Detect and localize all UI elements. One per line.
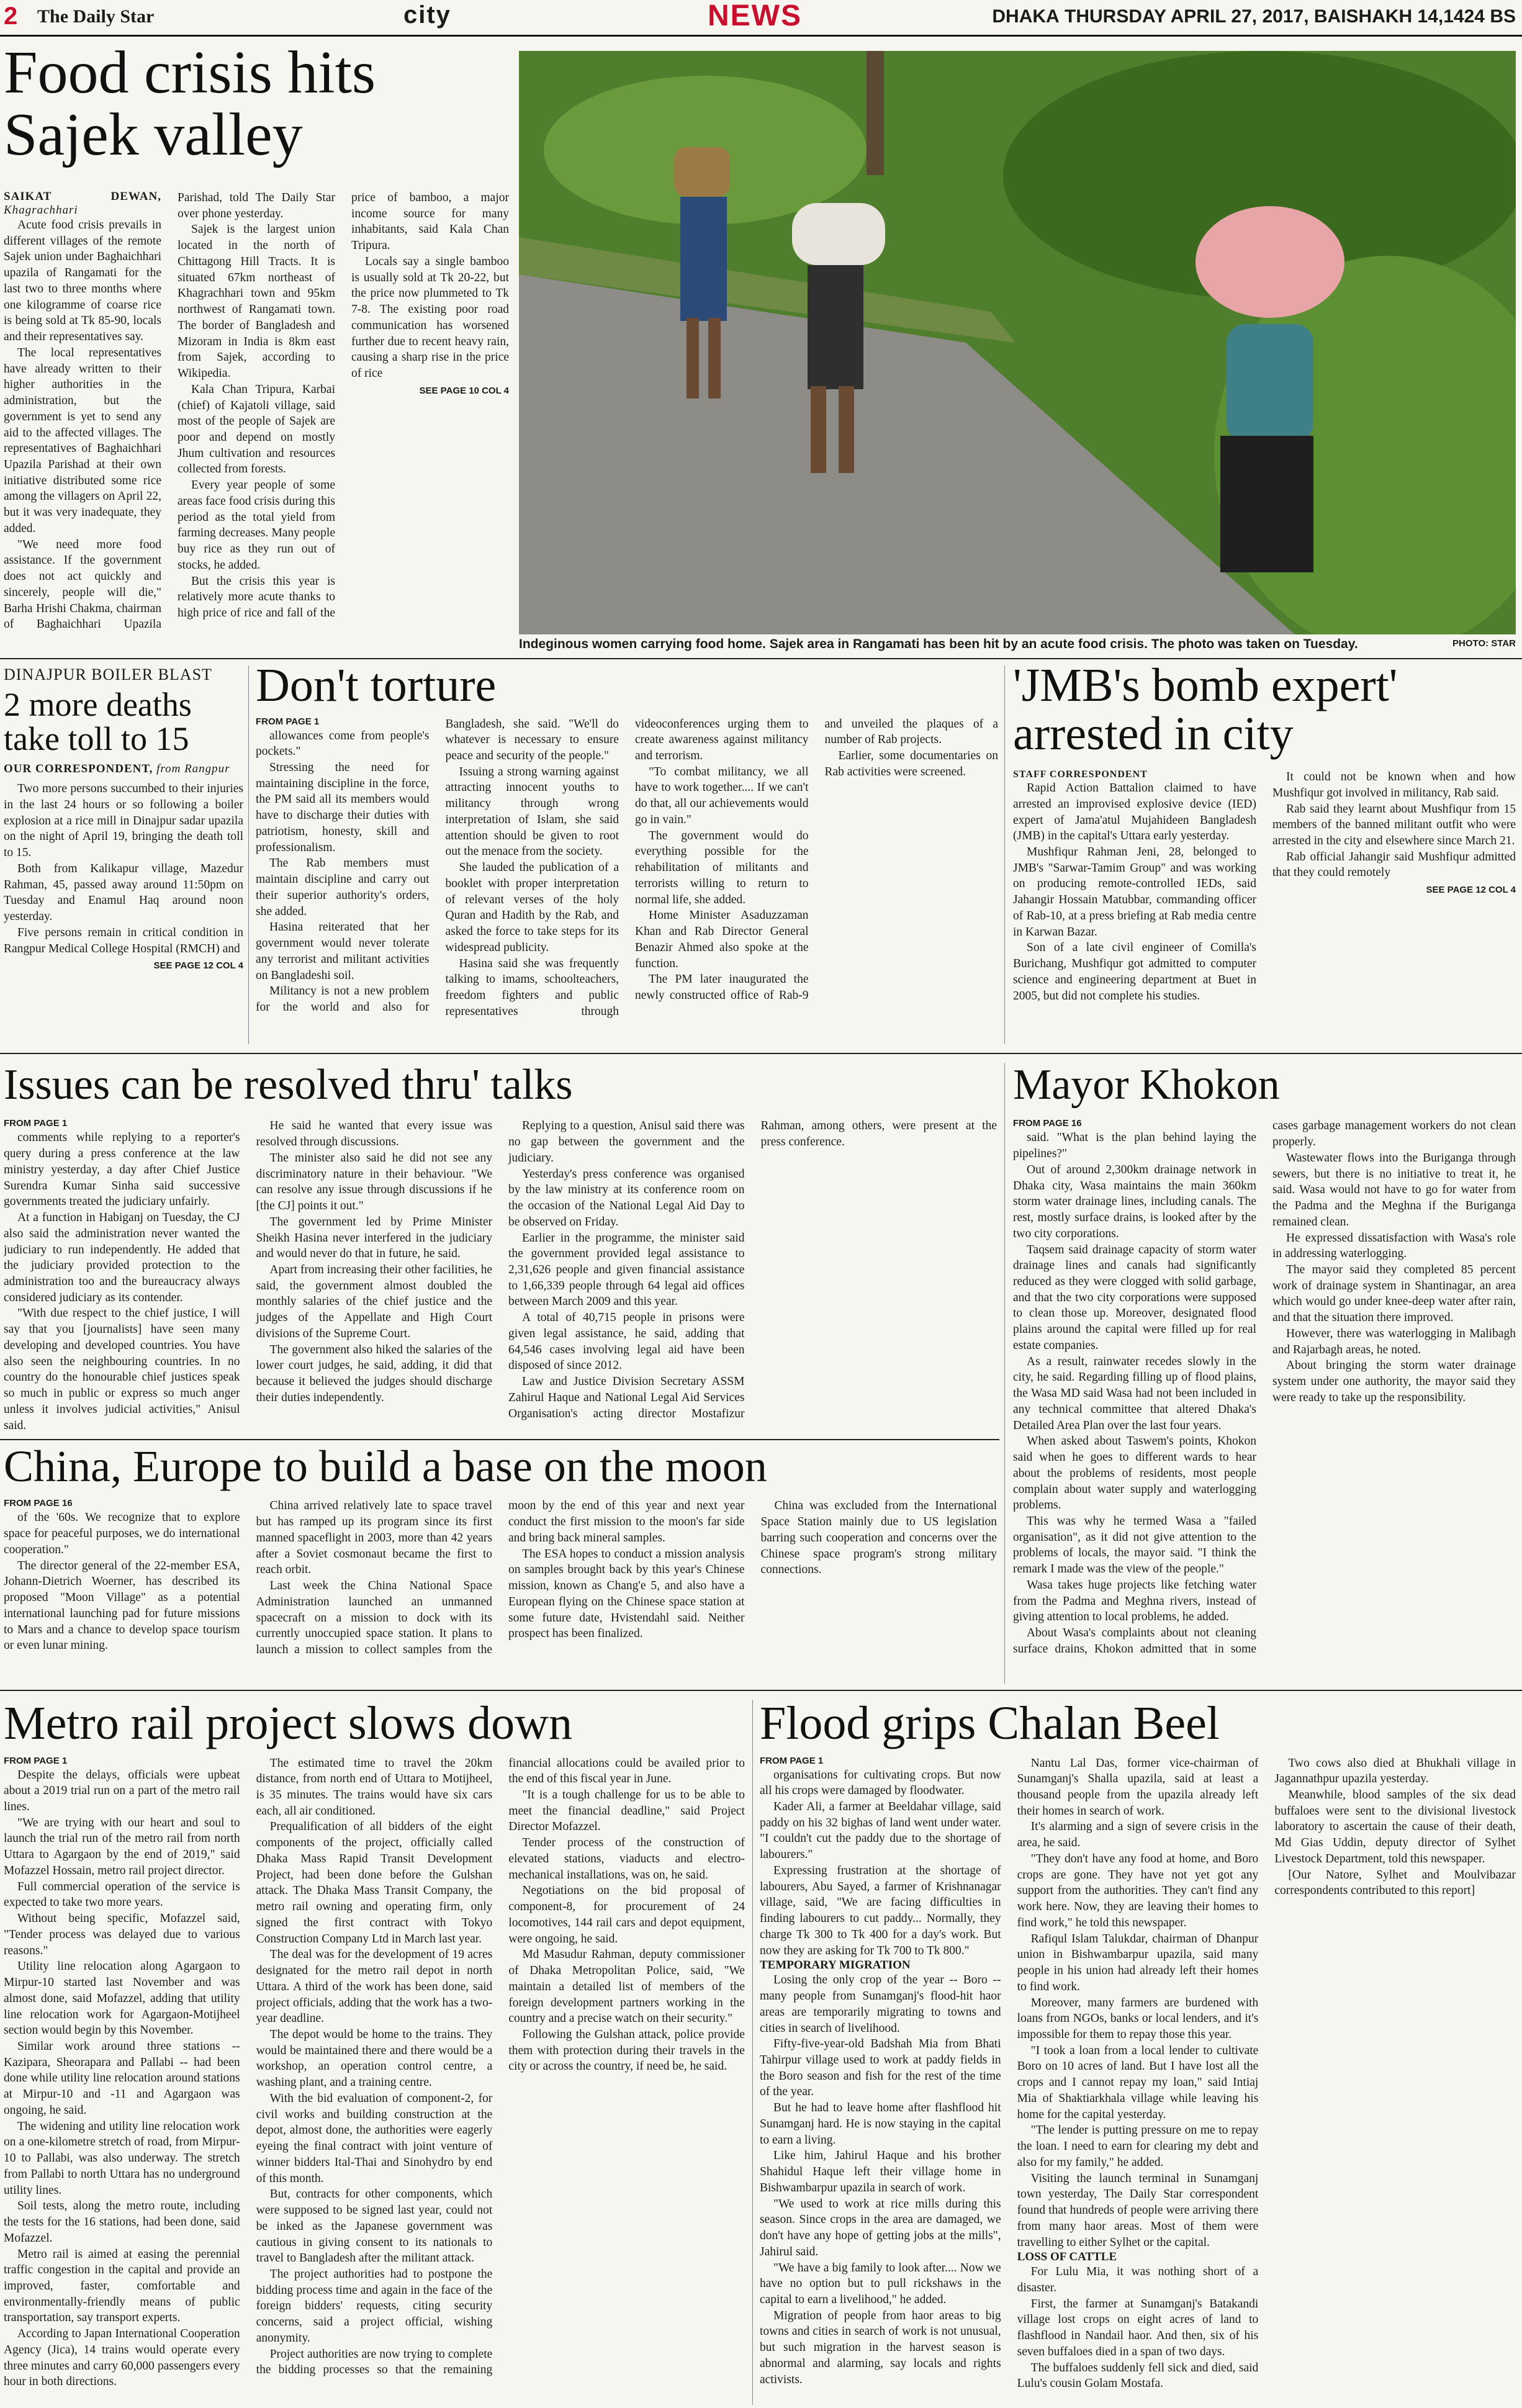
paragraph: First, the farmer at Sunamganj's Batakandi village lost crops on eight acres of land to flashflood in Nandail haor. And then, six of his seven buffaloes died in a span of two days.	[1017, 2297, 1259, 2358]
paragraph: The government also hiked the salaries of the lower court judges, he said, adding, it did that because it believed the judges should discharge their duties independently.	[256, 1343, 492, 1404]
paragraph: The Rab members must maintain discipline and carry out their superior authority's orders, she added.	[256, 857, 430, 918]
paragraph: Both from Kalikapur village, Mazedur Rahman, 45, passed away around 11:50pm on Tuesday and Enamul Haq around noon yesterday.	[4, 862, 243, 924]
paragraph: Moreover, many farmers are burdened with loans from NGOs, banks or local lenders, and it's impossible for them to repay those this year.	[1017, 1996, 1259, 2041]
lead-headline: Food crisis hits Sajek valley	[4, 42, 376, 168]
paragraph: Kader Ali, a farmer at Beeldahar village, said paddy on his 32 bighas of land went under water. "I couldn't cut the paddy due to the shortage of labourers."	[760, 1800, 1001, 1862]
paragraph: Sajek is the largest union located in the north of Chittagong Hill Tracts. It is situated 67km northeast of Khagrachhari town and 95km northwest of Rangamati town. The border of Bangladesh and Mizoram in India is 8km east from Sajek, according to Wikipedia.	[178, 223, 335, 381]
flood-subhead-cattle: LOSS OF CATTLE	[1017, 2250, 1117, 2264]
paragraph: Like him, Jahirul Haque and his brother Shahidul Haque left their village home in Bishwambarpur upazila in search of work.	[760, 2149, 1001, 2194]
paragraph: Visiting the launch terminal in Sunamganj town yesterday, The Daily Star correspondent found that hundreds of people were arriving there from many haor areas. Most of them were travelling to either Sylhet or the capital.	[1017, 2171, 1259, 2249]
paragraph: Apart from increasing their other facilities, he said, the government almost doubled the monthly salaries of the chief justice and the judges of the Appellate and High Court divisions of the Supreme Court.	[256, 1263, 492, 1340]
paragraph: "With due respect to the chief justice, I will say that you [journalists] have seen many developing and developed countries. You have also seen the neighbouring countries. In no country do the honourable chief justices speak so much in public or express so much anger unless it involves judicial activities," Anisul said.	[4, 1307, 240, 1432]
paragraph: Earlier, some documentaries on Rab activities were screened.	[824, 749, 998, 778]
divider	[0, 658, 1522, 659]
paragraph: The minister also said he did not see any discriminatory nature in their behaviour. "We can resolve any issue through discussions if he [the CJ] points it out."	[256, 1151, 492, 1213]
photo-credit: PHOTO: STAR	[1452, 638, 1516, 649]
moon-story	[4, 1444, 997, 1684]
paragraph: Hasina reiterated that her government would never tolerate any terrorist and militant activities on Bangladeshi soil.	[256, 921, 430, 982]
paragraph: The buffaloes suddenly fell sick and died, said Lulu's cousin Golam Mostafa.	[1017, 2361, 1259, 2391]
mayor-headline: Mayor Khokon	[1013, 1063, 1280, 1109]
paragraph: The depot would be home to the trains. They would be maintained there and there would be a workshop, an operation control centre, a washing plant, and a training centre.	[256, 2028, 493, 2090]
paragraph: The estimated time to travel the 20km distance, from north end of Uttara to Motijheel, is 35 minutes. The trains would have six cars each, all air conditioned.	[256, 1756, 493, 1818]
moon-body	[4, 1498, 997, 1672]
mayor-from-page: FROM PAGE 16	[1013, 1118, 1082, 1129]
masthead	[0, 0, 1522, 37]
metro-paragraphs	[4, 1756, 745, 2395]
paragraph: Mushfiqur Rahman Jeni, 28, belonged to JMB's "Sarwar-Tamim Group" and was working on producing remote-controlled IEDs, said Jahangir Hossain Matubbar, commanding officer of Rab-10, at a press briefing at Rab media centre in Karwan Bazar.	[1013, 845, 1256, 939]
boiler-headline: 2 more deaths take toll to 15	[4, 686, 192, 758]
paragraph: comments while replying to a reporter's query during a press conference at the law ministry yesterday, a day after Chief Justice Surendra Kumar Sinha said successive governments treated the judiciary unfairly.	[4, 1131, 240, 1209]
metro-from-page: FROM PAGE 1	[4, 1755, 68, 1766]
paragraph: Earlier in the programme, the minister said the government provided legal assistance to 2,31,626 people and given financial assistance to 1,66,339 people through 64 legal aid offices between March 2009 and this year.	[508, 1231, 745, 1309]
paragraph: About Wasa's complaints about not cleaning surface drains, Khokon admitted that in some cases garbage management workers do not clean properly.	[1013, 1119, 1516, 1656]
paragraph: "The lender is putting pressure on me to repay the loan. I need to earn for clearing my debt and also for my family," he added.	[1017, 2124, 1259, 2169]
boiler-byline: OUR CORRESPONDENT, from Rangpur	[4, 762, 230, 776]
paragraph: "We need more food assistance. If the government does not act quickly and sincerely, people will die," Barha Hrishi Chakma, chairman of Baghaichhari Upazila Parishad, told The Daily Star over phone yesterday.	[4, 191, 335, 631]
paragraph: But he had to leave home after flashflood hit Sunamganj hard. He is now staying in the capital to earn a living.	[760, 2101, 1001, 2147]
lead-see-page: SEE PAGE 10 COL 4	[419, 385, 509, 396]
paper-name: The Daily Star	[37, 6, 155, 27]
paragraph: Replying to a question, Anisul said there was no gap between the government and the judiciary.	[508, 1119, 745, 1165]
paragraph: Project authorities are now trying to complete the bidding processes so that the remaining financial allocations could be availed prior to the end of this fiscal year in June.	[256, 1756, 745, 2377]
paragraph: Migration of people from haor areas to big towns and cities in search of work is not unusual, but such migration in the harvest season is abnormal and alarming, say locals and rights activists.	[760, 2309, 1001, 2386]
paragraph: Stressing the need for maintaining discipline in the force, the PM said all its members would have to discharge their duties with patriotism, honesty, skill and professionalism.	[256, 760, 430, 854]
page-number: 2	[4, 2, 18, 30]
paragraph: Law and Justice Division Secretary ASSM Zahirul Haque and National Legal Aid Services Organisation's acting director Mostafizur Rahman, among others, were present at the press conference.	[508, 1119, 997, 1420]
paragraph: Rafiqul Islam Talukdar, chairman of Dhanpur union in Bishwambarpur upazila, said many people in his union had already left their homes to find work.	[1017, 1932, 1259, 1993]
paragraph: Nantu Lal Das, former vice-chairman of Sunamganj's Shalla upazila, said at least a thousand people from the upazila already left their homes in search of work.	[1017, 1756, 1259, 1818]
lead-byline: SAIKAT DEWAN, Khagrachhari	[4, 190, 161, 217]
paragraph: organisations for cultivating crops. But now all his crops were damaged by floodwater.	[760, 1768, 1001, 1798]
paragraph: Yesterday's press conference was organised by the law ministry at its conference room on the occasion of the National Legal Aid Day to be observed on Friday.	[508, 1167, 745, 1229]
paragraph: The widening and utility line relocation work on a one-kilometre stretch of road, from Mirpur-10 to Pallabi, was also underway. The stretch from Pallabi to north Uttara has no underground utility lines.	[4, 2119, 240, 2197]
paragraph: Wasa takes huge projects like fetching water from the Padma and Meghna rivers, instead of giving attention to local problems, he added.	[1013, 1578, 1256, 1624]
boiler-see-page: SEE PAGE 12 COL 4	[153, 960, 243, 972]
divider	[0, 1053, 1522, 1054]
flood-subhead-migration: TEMPORARY MIGRATION	[760, 1959, 911, 1972]
paragraph: "To combat militancy, we all have to work together.... If we can't do that, all our achievements would go in vain."	[635, 765, 809, 826]
paragraph: With the bid evaluation of component-2, for civil works and building construction at the depot, almost done, the authorities were eagerly eyeing the final contract with joint venture of winner bidders Ital-Thai and Sinohydro by end of this month.	[256, 2091, 493, 2185]
lead-body	[4, 190, 509, 633]
paragraph: Five persons remain in critical condition in Rangpur Medical College Hospital (RMCH) and	[4, 926, 243, 955]
torture-from-page: FROM PAGE 1	[256, 716, 320, 727]
paragraph: But the crisis this year is relatively more acute thanks to high price of rice and fall of the price of bamboo, a major income source for many inhabitants, said Kala Chan Tripura.	[178, 191, 509, 620]
jmb-see-page: SEE PAGE 12 COL 4	[1426, 885, 1516, 896]
flood-story	[760, 1700, 1516, 2405]
moon-paragraphs	[4, 1498, 997, 1672]
paragraph: Two cows also died at Bhukhali village in Jagannathpur upazila yesterday.	[1274, 1756, 1516, 1786]
dateline: DHAKA THURSDAY APRIL 27, 2017, BAISHAKH 14,1424 BS	[992, 6, 1516, 27]
paragraph: Two more persons succumbed to their injuries in the last 24 hours or so following a boiler explosion at a rice mill in Dinajpur sadar upazila on the night of April 19, bringing the death toll to 15.	[4, 782, 243, 860]
paragraph: "We have a big family to look after.... Now we have no option but to pull rickshaws in the capital to earn a livelihood," he added.	[760, 2261, 1001, 2307]
paragraph: As a result, rainwater recedes slowly in the city, he said. Regarding filling up of flood plains, the Wasa MD said Wasa had not been included in any technical committee that altered Dhaka's Detailed Area Plan over the last four years.	[1013, 1355, 1256, 1432]
moon-from-page: FROM PAGE 16	[4, 1498, 73, 1509]
paragraph: The government led by Prime Minister Sheikh Hasina never interfered in the judiciary and would never do that in future, he said.	[256, 1215, 492, 1261]
paragraph: She lauded the publication of a booklet with proper interpretation of relevant verses of the holy Quran and Hadith by the Rab, and asked the force to take steps for its widespread publicity.	[445, 861, 619, 954]
paragraph: At a function in Habiganj on Tuesday, the CJ also said the administration never wanted the judiciary to run independently. He added that the judiciary provided protection to the administration too and the bureaucracy always considered judiciary as its contender.	[4, 1211, 240, 1304]
paragraph: The director general of the 22-member ESA, Johann-Dietrich Woerner, has described its proposed "Moon Village" as a potential international launching pad for future missions to Mars and a chance to develop space tourism or even lunar mining.	[4, 1559, 240, 1653]
paragraph: China arrived relatively late to space travel but has ramped up its program since its first manned spaceflight in 2003, more than 42 years after a Soviet cosmonaut became the first to reach orbit.	[256, 1499, 492, 1577]
flood-paragraphs	[760, 1767, 1001, 1959]
paragraph: Md Masudur Rahman, deputy commissioner of Dhaka Metropolitan Police, said, "We maintain a detailed list of members of the foreign development partners working in the country and a precise watch on their security."	[508, 1948, 745, 2026]
paragraph: said. "What is the plan behind laying the pipelines?"	[1013, 1131, 1256, 1161]
paragraph: Last week the China National Space Administration launched an unmanned spacecraft on a mission to dock with its currently unoccupied space station. It plans to launch a mission to collect samples from the moon by the end of this year and next year conduct the first mission to the moon's far side and bring back mineral samples.	[256, 1499, 745, 1657]
divider	[752, 1700, 753, 2405]
paragraph: Prequalification of all bidders of the eight components of the project, officially called Dhaka Mass Rapid Transit Development Project, had been done before the Gulshan attack. The Dhaka Mass Transit Company, the metro rail owning and operating firm, only signed the first contract with Tokyo Construction Company Ltd in March last year.	[256, 1820, 493, 1946]
divider	[0, 1690, 1522, 1691]
paragraph: Metro rail is aimed at easing the perennial traffic congestion in the capital and provide an improved, faster, comfortable and environmentally-friendly means of public transportation, say transport experts.	[4, 2247, 240, 2325]
paragraph: Militancy is not a new problem for the world and also for Bangladesh, she said. "We'll do whatever is necessary to ensure peace and security of the people."	[256, 717, 619, 1014]
paragraph: [Our Natore, Sylhet and Moulvibazar correspondents contributed to this report]	[1274, 1868, 1516, 1898]
paragraph: Acute food crisis prevails in different villages of the remote Sajek union under Baghaichhari upazila of Rangamati for the last two to three months where one kilogramme of coarse rice is being sold at Tk 85-90, locals and their representatives say.	[4, 219, 161, 344]
issues-story	[4, 1063, 997, 1448]
paragraph: "It is a tough challenge for us to be able to meet the financial deadline," said Project Director Mofazzel.	[508, 1788, 745, 1834]
paragraph: A total of 40,715 people in prisons were given legal assistance, he said, adding that 64,546 cases involving legal aid have been disposed of since 2012.	[508, 1311, 745, 1373]
paragraph: The project authorities had to postpone the bidding process time and again in the face of the foreign bidders' requests, citing security concerns, said a project official, wishing anonymity.	[256, 2268, 493, 2345]
paragraph: For Lulu Mia, it was nothing short of a disaster.	[1017, 2265, 1259, 2295]
mayor-story	[1013, 1063, 1516, 1684]
paragraph: "We used to work at rice mills during this season. Since crops in the area are damaged, we don't have any hope of getting jobs at the mills", Jahirul said.	[760, 2197, 1001, 2258]
paragraph: The deal was for the development of 19 acres designated for the metro rail depot in north Uttara. A third of the work has been done, said project officials, adding that the work has a two-year deadline.	[256, 1948, 493, 2026]
paragraph: About bringing the storm water drainage system under one authority, the mayor said they were ready to take up the responsibility.	[1272, 1359, 1516, 1404]
divider	[1004, 665, 1005, 1044]
jmb-byline: STAFF CORRESPONDENT	[1013, 769, 1148, 780]
paragraph: However, there was waterlogging in Malibagh and Rajarbagh areas, he noted.	[1272, 1327, 1516, 1356]
flood-headline: Flood grips Chalan Beel	[760, 1700, 1220, 1749]
paragraph: Rab official Jahangir said Mushfiqur admitted that they could remotely	[1272, 850, 1516, 880]
boiler-kicker: DINAJPUR BOILER BLAST	[4, 665, 212, 683]
paragraph: Issuing a strong warning against attracting innocent youths to militancy through wrong interpretation of Islam, she said attention should be given to root out the menace from the society.	[445, 765, 619, 859]
photo-illustration	[519, 51, 1516, 634]
paragraph: Soil tests, along the metro route, including the tests for the 16 stations, had been done, said Mofazzel.	[4, 2199, 240, 2245]
paragraph: Home Minister Asaduzzaman Khan and Rab Director General Benazir Ahmed also spoke at the function.	[635, 909, 809, 970]
flood-from-page: FROM PAGE 1	[760, 1755, 824, 1766]
metro-headline: Metro rail project slows down	[4, 1700, 573, 1749]
paragraph: China was excluded from the International Space Station mainly due to US legislation barring such cooperation and concerns over the Chinese space program's strong military connections.	[760, 1499, 997, 1577]
paragraph: Locals say a single bamboo is usually sold at Tk 20-22, but the price now plummeted to Tk 7-8. The existing poor road communication has worsened further due to recent heavy rain, causing a sharp rise in the price of rice	[351, 255, 509, 381]
lead-story	[4, 190, 509, 633]
paragraph: allowances come from people's pockets."	[256, 729, 430, 759]
paragraph: Despite the delays, officials were upbeat about a 2019 trial run on a part of the metro rail lines.	[4, 1768, 240, 1813]
mayor-body	[1013, 1118, 1516, 1671]
paragraph: This was why he termed Wasa a "failed organisation", as it did not give attention to the problems of locals, the mayor said. "I think the remark I made was the view of the people."	[1013, 1515, 1256, 1576]
paragraph: He said he wanted that every issue was resolved through discussions.	[256, 1119, 492, 1149]
photo-caption: Indeginous women carrying food home. Sajek area in Rangamati has been hit by an acute food crisis. The photo was taken on Tuesday. PHOTO: STAR	[519, 637, 1516, 651]
paragraph: Rapid Action Battalion claimed to have arrested an improvised explosive device (IED) expert of Jama'atul Mujahideen Bangladesh (JMB) in the capital's Uttara early yesterday.	[1013, 782, 1256, 843]
issues-headline: Issues can be resolved thru' talks	[4, 1063, 573, 1109]
paragraph: Wastewater flows into the Buriganga through sewers, but there is no initiative to treat it, he said. Wasa would not have to go for water from the Padma and the Meghna if the Buriganga remained clean.	[1272, 1151, 1516, 1229]
paragraph: Full commercial operation of the service is expected to take two more years.	[4, 1880, 240, 1910]
paragraph: The ESA hopes to conduct a mission analysis on samples brought back by this year's Chinese mission, known as Chang'e 5, and also have a European flying on the Chinese space station at some future date, Hvistendahl said. Neither prospect has been finalized.	[508, 1547, 745, 1641]
paragraph: Negotiations on the bid proposal of component-8, for procurement of 24 locomotives, 144 rail cars and depot equipment, were ongoing, he said.	[508, 1884, 745, 1946]
paragraph: Without being specific, Mofazzel said, "Tender process was delayed due to various reasons."	[4, 1912, 240, 1957]
metro-body	[4, 1756, 745, 2395]
paragraph: Out of around 2,300km drainage network in Dhaka city, Wasa maintains the main 360km storm water drainage lines, including canals. The rest, mostly surface drains, is looked after by the two city corporations.	[1013, 1163, 1256, 1240]
paragraph: Every year people of some areas face food crisis during this period as the total yield from farming decreases. Many people buy rice as they run out of stocks, he added.	[178, 479, 335, 572]
lead-paragraphs	[4, 190, 509, 633]
paragraph: It could not be known when and how Mushfiqur got involved in militancy, Rab said.	[1272, 770, 1516, 800]
jmb-story	[1013, 662, 1516, 1044]
paragraph: of the '60s. We recognize that to explore space for peaceful purposes, we do international cooperation."	[4, 1511, 240, 1556]
paragraph: Tender process of the construction of elevated stations, viaducts and electro-mechanical installations, was on, he said.	[508, 1836, 745, 1882]
paragraph: Fifty-five-year-old Badshah Mia from Bhati Tahirpur village used to work at paddy fields in the Boro season and fish for the rest of the time of the year.	[760, 2037, 1001, 2099]
divider	[248, 665, 249, 1044]
issues-from-page: FROM PAGE 1	[4, 1118, 68, 1129]
paragraph: The mayor said they completed 85 percent work of drainage system in Shantinagar, an area which would go under knee-deep water after rain, and that the situation there improved.	[1272, 1263, 1516, 1325]
paragraph: According to Japan International Cooperation Agency (Jica), 14 trains would operate every three minutes and carry 60,000 passengers every hour in both directions.	[4, 2327, 240, 2389]
paragraph: The government would do everything possible for the rehabilitation of militants and terrorists willing to return to normal life, she added.	[635, 829, 809, 906]
paragraph: "I took a loan from a local lender to cultivate Boro on 10 acres of land. But I have lost all the crops and I cannot repay my loan," said Intiaj Mia of Shaktiarkhala village while leaving his home for the capital yesterday.	[1017, 2044, 1259, 2121]
paragraph: He expressed dissatisfaction with Wasa's role in addressing waterlogging.	[1272, 1231, 1516, 1261]
torture-body	[256, 716, 998, 1030]
paragraph: Hasina said she was frequently talking to imams, schoolteachers, freedom fighters and public representatives through videoconferences urging them to create awareness against militancy and terrorism.	[445, 717, 809, 1018]
torture-story	[256, 662, 998, 1044]
mayor-paragraphs	[1013, 1118, 1516, 1671]
paragraph: Kala Chan Tripura, Karbai (chief) of Kajatoli village, said most of the people of Sajek are poor and depend on mostly Jhum cultivation and resources collected from forests.	[178, 382, 335, 476]
jmb-headline: 'JMB's bomb expert' arrested in city	[1013, 662, 1398, 760]
paragraph: Utility line relocation along Agargaon to Mirpur-10 started last November and was almost done, said Mofazzel, adding that utility line relocation work for Agargaon-Motijheel section would begin by this November.	[4, 1960, 240, 2037]
paragraph: Losing the only crop of the year -- Boro -- many people from Sunamganj's flood-hit haor areas are temporarily migrating to towns and cities in search of livelihood.	[760, 1973, 1001, 2035]
torture-headline: Don't torture	[256, 662, 497, 711]
paragraph: Following the Gulshan attack, police provide them with protection during their travels in the city or across the country, if need be, he said.	[508, 2028, 745, 2073]
issues-body	[4, 1118, 997, 1435]
paragraph: Similar work around three stations -- Kazipara, Sheorapara and Pallabi -- had been done while utility line relocation around stations at Mirpur-10 and -11 and Agargaon was ongoing, he said.	[4, 2040, 240, 2117]
jmb-paragraphs	[1013, 769, 1516, 1025]
lead-photo	[519, 51, 1516, 634]
divider	[1004, 1063, 1005, 1684]
paragraph: Taqsem said drainage capacity of storm water drainage lines and canals had significantly reduced as they were clogged with solid garbage, and that the two city corporations were supposed to clean those up. Moreover, designated flood plains around the capital were filled up for real estate companies.	[1013, 1243, 1256, 1352]
paragraph: It's alarming and a sign of severe crisis in the area, he said.	[1017, 1820, 1259, 1850]
paragraph: "They don't have any food at home, and Boro crops are gone. They have not yet got any support from the authorities. They can't find any work here. Now, they are leaving their homes to find work," he told this newspaper.	[1017, 1852, 1259, 1929]
paragraph: When asked about Taswem's points, Khokon said when he goes to different wards to hear about the problems of residents, most people complain about water supply and waterlogging problems.	[1013, 1435, 1256, 1512]
boiler-story	[4, 665, 243, 1044]
metro-story	[4, 1700, 745, 2405]
torture-paragraphs	[256, 716, 998, 1030]
paragraph: Meanwhile, blood samples of the six dead buffaloes were sent to the divisional livestock laboratory to ascertain the cause of their death, Md Gias Uddin, deputy director of Sylhet Livestock Department, told this newspaper.	[1274, 1788, 1516, 1865]
news-label: NEWS	[708, 0, 802, 32]
flood-body	[760, 1756, 1516, 2395]
issues-paragraphs	[4, 1118, 997, 1435]
paragraph: The PM later inaugurated the newly constructed office of Rab-9 and unveiled the plaques of a number of Rab projects.	[635, 717, 998, 1002]
paragraph: Rab said they learnt about Mushfiqur from 15 members of the banned militant outfit who were arrested in the city and elsewhere since March 21.	[1272, 802, 1516, 847]
paragraph: The local representatives have already written to their higher authorities in the administration, but the government is yet to send any aid to the affected villages. The representatives of Baghaichhari Upazila Parishad at their own initiative distributed some rice among the villagers on April 22, but it was very inadequate, they added.	[4, 346, 161, 535]
paragraph: "We are trying with our heart and soul to launch the trial run of the metro rail from north Uttara to Agargaon by the end of 2019," said Mofazzel Hossain, metro rail project director.	[4, 1816, 240, 1877]
divider	[0, 1439, 999, 1440]
paragraph: Expressing frustration at the shortage of labourers, Abu Sayed, a farmer of Krishnanagar village, said, "We are facing difficulties in finding labourers to cut paddy... Normally, they charge Tk 300 to Tk 400 for a day's work. But now they are asking for Tk 700 to Tk 800."	[760, 1864, 1001, 1957]
paragraph: Son of a late civil engineer of Comilla's Burichang, Mushfiqur got admitted to computer science and engineering department at Buet in 2005, but did not complete his studies.	[1013, 941, 1256, 1003]
paragraph: But, contracts for other components, which were supposed to be signed last year, could not be inked as the Japanese government was cautious in giving consent to its nationals to travel to Bangladesh after the militant attack.	[256, 2188, 493, 2265]
section-label: city	[403, 1, 451, 29]
moon-headline: China, Europe to build a base on the moon	[4, 1444, 767, 1491]
jmb-body	[1013, 769, 1516, 1025]
boiler-body	[4, 781, 243, 957]
